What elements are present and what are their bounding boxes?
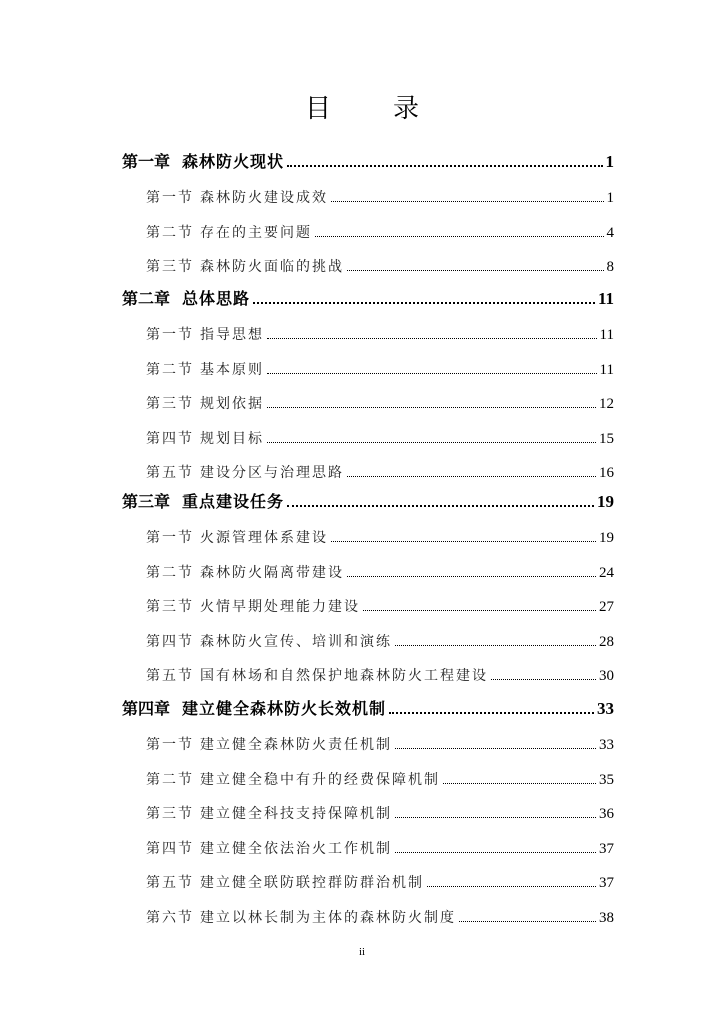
dot-leader (389, 712, 594, 714)
toc-section-2-2[interactable] (146, 357, 614, 379)
section-page-number: 27 (599, 599, 614, 615)
dot-leader (267, 373, 597, 374)
section-heading (146, 562, 344, 582)
chapter-heading (122, 149, 284, 172)
chapter-title: 森林防火现状 (182, 152, 285, 171)
section-label: 第一节 (146, 737, 194, 753)
section-page-number: 11 (599, 327, 614, 343)
section-page-number: 11 (599, 361, 614, 378)
section-label: 第五节 (146, 465, 194, 481)
chapter-heading (122, 696, 386, 719)
section-page-number: 16 (599, 465, 614, 481)
chapter-title: 建立健全森林防火长效机制 (182, 699, 387, 718)
toc-section-1-1[interactable] (146, 185, 614, 207)
page-title-part-1: 目 (304, 94, 331, 124)
section-heading (146, 527, 328, 547)
toc-section-2-4[interactable] (146, 426, 614, 448)
dot-leader (395, 748, 596, 749)
section-title: 存在的主要问题 (200, 224, 312, 241)
toc-section-3-3[interactable] (146, 594, 614, 616)
dot-leader (491, 679, 596, 680)
toc-section-2-5[interactable] (146, 460, 614, 482)
section-heading (146, 596, 360, 616)
section-label: 第六节 (146, 909, 194, 926)
dot-leader (287, 165, 602, 167)
section-label: 第二节 (146, 771, 194, 788)
section-heading (146, 428, 264, 448)
section-page-number: 1 (606, 190, 614, 206)
section-label: 第三节 (146, 599, 194, 615)
section-heading (146, 838, 392, 858)
chapter-page-number: 1 (605, 152, 614, 171)
toc-section-1-2[interactable] (146, 220, 614, 242)
toc-section-3-2[interactable] (146, 560, 614, 582)
section-title: 建设分区与治理思路 (200, 465, 344, 481)
footer-page-number: ii (358, 946, 366, 958)
toc-section-1-3[interactable] (146, 254, 614, 276)
section-title: 火情早期处理能力建设 (200, 599, 360, 615)
chapter-heading (122, 286, 250, 309)
page-title-part-2: 录 (393, 94, 420, 124)
toc-section-3-1[interactable] (146, 525, 614, 547)
section-page-number: 33 (599, 737, 614, 753)
section-label: 第一节 (146, 190, 194, 206)
toc-section-2-1[interactable] (146, 322, 614, 344)
section-heading (146, 907, 456, 927)
section-page-number: 38 (599, 909, 614, 926)
section-page-number: 8 (606, 259, 614, 275)
toc-section-4-3[interactable] (146, 801, 614, 823)
dot-leader (395, 852, 596, 853)
section-label: 第一节 (146, 327, 194, 343)
dot-leader (443, 783, 596, 784)
section-label: 第三节 (146, 259, 194, 275)
toc-chapter-2[interactable] (122, 287, 614, 309)
dot-leader (331, 201, 604, 202)
dot-leader (267, 442, 596, 443)
section-page-number: 4 (606, 224, 614, 241)
section-label: 第二节 (146, 564, 194, 581)
dot-leader (459, 921, 596, 922)
section-title: 建立健全依法治火工作机制 (200, 840, 392, 857)
section-heading (146, 462, 344, 482)
toc-section-4-5[interactable] (146, 870, 614, 892)
section-heading (146, 803, 392, 823)
section-label: 第五节 (146, 875, 194, 891)
section-title: 指导思想 (200, 327, 264, 343)
toc-section-4-4[interactable] (146, 836, 614, 858)
section-heading (146, 665, 488, 685)
section-heading (146, 324, 264, 344)
chapter-label: 第二章 (122, 289, 171, 308)
section-heading (146, 222, 312, 242)
toc-section-4-2[interactable] (146, 767, 614, 789)
section-title: 森林防火建设成效 (200, 190, 328, 206)
dot-leader (267, 338, 597, 339)
chapter-title: 重点建设任务 (182, 492, 285, 511)
section-label: 第一节 (146, 530, 194, 546)
dot-leader (315, 236, 604, 237)
dot-leader (347, 270, 604, 271)
section-title: 森林防火隔离带建设 (200, 564, 344, 581)
section-title: 建立健全森林防火责任机制 (200, 737, 392, 753)
section-heading (146, 631, 392, 651)
dot-leader (331, 541, 596, 542)
section-label: 第四节 (146, 840, 194, 857)
chapter-title: 总体思路 (182, 289, 251, 308)
dot-leader (395, 645, 596, 646)
toc-section-4-1[interactable] (146, 732, 614, 754)
chapter-page-number: 19 (597, 492, 614, 511)
toc-section-3-5[interactable] (146, 663, 614, 685)
chapter-label: 第三章 (122, 492, 171, 511)
section-label: 第三节 (146, 806, 194, 822)
section-page-number: 30 (599, 668, 614, 684)
section-title: 森林防火宣传、培训和演练 (200, 633, 392, 650)
section-title: 国有林场和自然保护地森林防火工程建设 (200, 668, 488, 684)
section-label: 第二节 (146, 361, 194, 378)
section-heading (146, 187, 328, 207)
section-page-number: 37 (599, 840, 614, 857)
section-page-number: 37 (599, 875, 614, 891)
section-label: 第四节 (146, 633, 194, 650)
section-title: 火源管理体系建设 (200, 530, 328, 546)
toc-chapter-1[interactable] (122, 150, 614, 172)
section-title: 规划依据 (200, 396, 264, 412)
section-title: 森林防火面临的挑战 (200, 259, 344, 275)
section-title: 建立健全稳中有升的经费保障机制 (200, 771, 440, 788)
section-title: 建立以林长制为主体的森林防火制度 (200, 909, 456, 926)
section-title: 建立健全科技支持保障机制 (200, 806, 392, 822)
dot-leader (427, 886, 596, 887)
dot-leader (347, 576, 596, 577)
toc-chapter-3[interactable] (122, 490, 614, 512)
section-heading (146, 872, 424, 892)
dot-leader (253, 302, 595, 304)
chapter-label: 第一章 (122, 152, 171, 171)
section-heading (146, 769, 440, 789)
section-heading (146, 256, 344, 276)
section-page-number: 19 (599, 530, 614, 546)
section-page-number: 28 (599, 633, 614, 650)
chapter-page-number: 11 (597, 289, 614, 308)
section-label: 第二节 (146, 224, 194, 241)
dot-leader (287, 505, 594, 507)
chapter-page-number: 33 (597, 699, 614, 718)
dot-leader (395, 817, 596, 818)
toc-chapter-4[interactable] (122, 697, 614, 719)
toc-section-4-6[interactable] (146, 905, 614, 927)
toc-section-2-3[interactable] (146, 391, 614, 413)
chapter-heading (122, 489, 284, 512)
section-heading (146, 359, 264, 379)
section-title: 建立健全联防联控群防群治机制 (200, 875, 424, 891)
toc-section-3-4[interactable] (146, 629, 614, 651)
dot-leader (347, 476, 596, 477)
section-page-number: 15 (599, 430, 614, 447)
section-label: 第五节 (146, 668, 194, 684)
table-of-contents (122, 0, 614, 1024)
section-heading (146, 734, 392, 754)
section-page-number: 12 (599, 396, 614, 412)
dot-leader (267, 407, 596, 408)
chapter-label: 第四章 (122, 699, 171, 718)
section-heading (146, 393, 264, 413)
dot-leader (363, 610, 596, 611)
section-title: 基本原则 (200, 361, 264, 378)
section-label: 第四节 (146, 430, 194, 447)
section-page-number: 36 (599, 806, 614, 822)
section-label: 第三节 (146, 396, 194, 412)
section-page-number: 24 (599, 564, 614, 581)
section-title: 规划目标 (200, 430, 264, 447)
section-page-number: 35 (599, 771, 614, 788)
